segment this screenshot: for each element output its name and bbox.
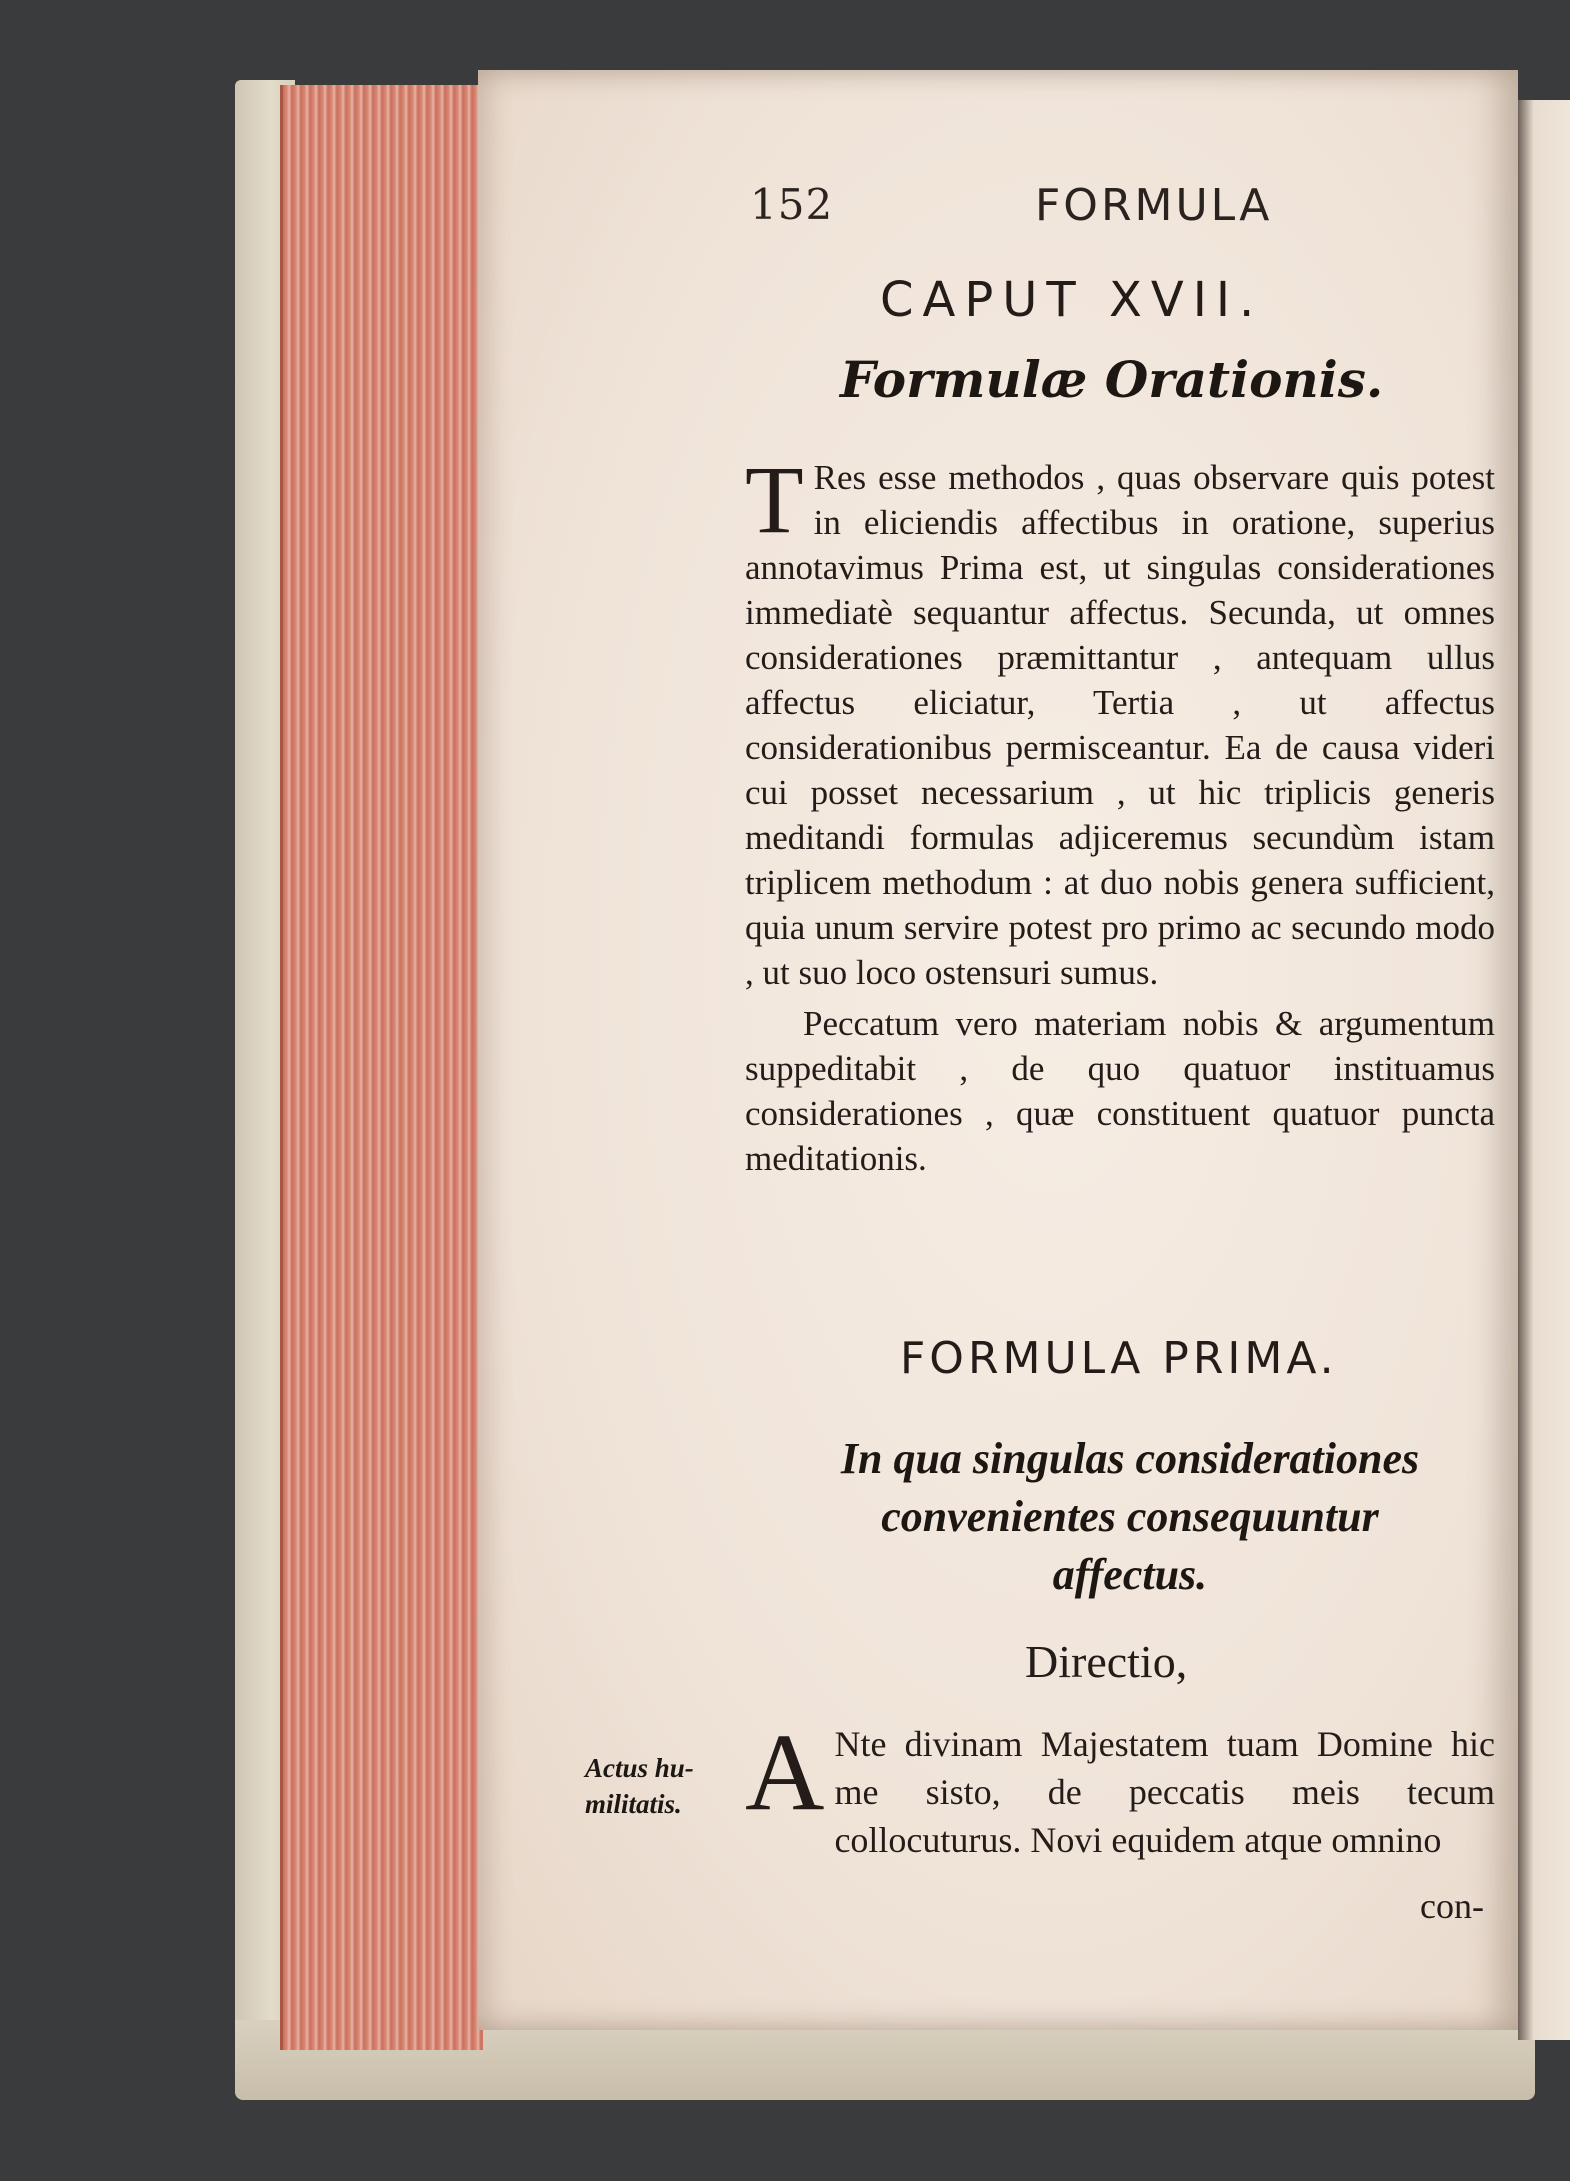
formula-sub-line-2: convenientes consequuntur <box>881 1492 1379 1541</box>
drop-cap: T <box>745 446 804 553</box>
margin-note <box>585 1750 735 1822</box>
chapter-title: CAPUT XVII. <box>880 272 1264 328</box>
running-title: FORMULA <box>1035 180 1273 231</box>
paragraph-3 <box>745 1711 1495 1864</box>
drop-cap-2: A <box>745 1711 825 1833</box>
catchword: con- <box>1420 1886 1484 1926</box>
directio-heading: Directio, <box>1025 1636 1188 1687</box>
formula-sub-line-1: In qua singulas considerationes <box>840 1434 1420 1483</box>
chapter-subtitle: Formulæ Orationis. <box>840 350 1384 409</box>
body-text <box>745 446 1495 1181</box>
paragraph-3-text: Nte divinam Majestatem tuam Domine hic me sisto, de peccatis meis tecum collocuturus. Novi equidem atque omnino <box>834 1724 1495 1860</box>
paragraph-2: Peccatum vero materiam nobis & argumentum suppeditabit , de quo quatuor instituamus considerationes , quæ constituent quatuor puncta meditationis. <box>745 1004 1495 1178</box>
facing-page-edge <box>1518 100 1570 2040</box>
paragraph-1 <box>745 446 1495 995</box>
formula-heading: FORMULA PRIMA. <box>900 1333 1338 1384</box>
page-edges <box>280 85 483 2050</box>
formula-sub-line-3: affectus. <box>1052 1550 1208 1599</box>
paragraph-1-text: Res esse methodos , quas observare quis potest in eliciendis affectibus in oratione, superius annotavimus Prima est, ut singulas considerationes immediatè sequantur affectus. Secunda, ut omnes considerationes præmittantur , antequam ullus affectus eliciatur, Tertia , ut affectus considerationibus permisceantur. Ea de causa videri cui posset necessarium , ut hic triplicis generis meditandi formulas adjiceremus secundùm istam triplicem methodum : at duo nobis genera sufficient, quia unum servire potest pro primo ac secundo modo , ut suo loco ostensuri sumus. <box>745 458 1495 992</box>
formula-subheading <box>770 1430 1490 1604</box>
margin-note-line-2: militatis. <box>585 1789 682 1819</box>
page-number: 152 <box>750 180 834 229</box>
page-header <box>750 180 1310 240</box>
margin-note-line-1: Actus hu- <box>585 1753 694 1783</box>
